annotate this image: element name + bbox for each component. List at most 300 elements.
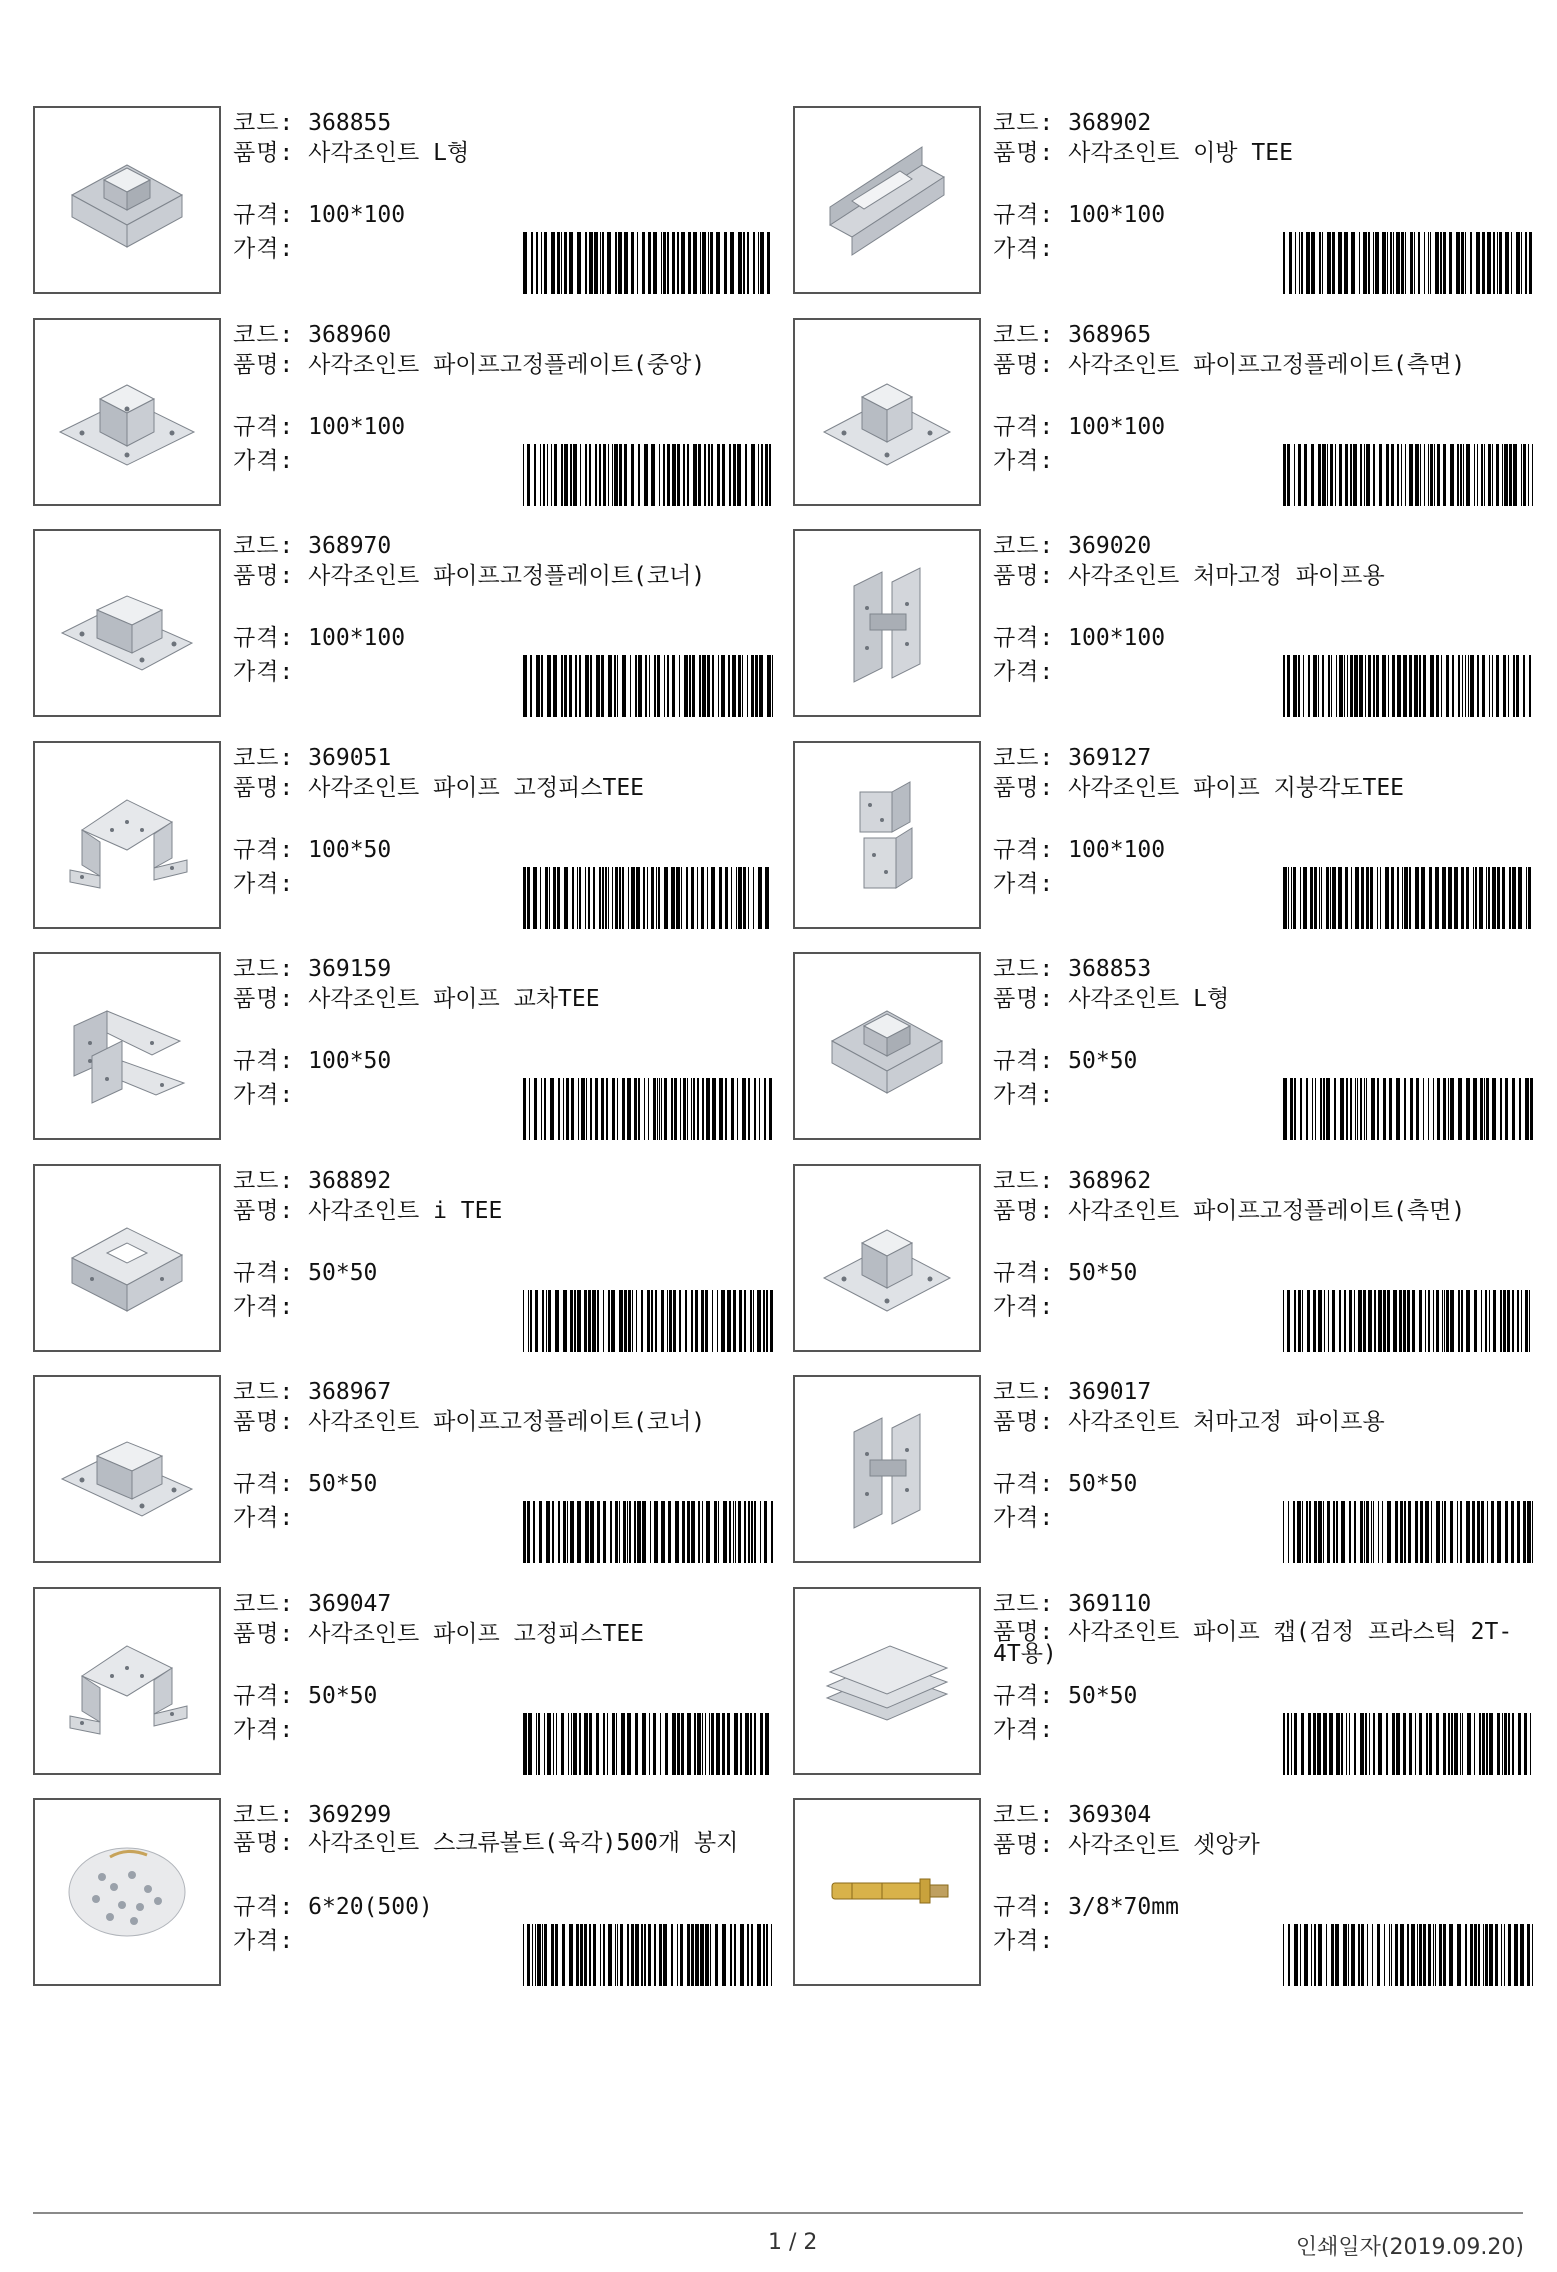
barcode-bar — [589, 444, 591, 506]
barcode-bar — [569, 1924, 573, 1986]
barcode-bar — [658, 867, 660, 929]
product-spec-value: 100*100 — [308, 202, 406, 228]
barcode-bar — [1519, 1078, 1521, 1140]
product-spec — [233, 414, 405, 440]
barcode-bar — [1397, 655, 1401, 717]
barcode-bar — [1430, 655, 1434, 717]
barcode-bar — [697, 1078, 699, 1140]
barcode-bar — [1403, 1713, 1406, 1775]
barcode-bar — [1310, 867, 1313, 929]
barcode-bar — [1322, 444, 1326, 506]
barcode-bar — [1463, 444, 1464, 506]
barcode-bar — [1283, 655, 1285, 717]
barcode-bar — [642, 232, 645, 294]
barcode-bar — [669, 1290, 672, 1352]
product-code-label: 코드: — [233, 1167, 295, 1194]
footer-divider — [33, 2212, 1523, 2214]
product-name-label: 품명: — [233, 563, 295, 589]
barcode-bar — [659, 1924, 662, 1986]
barcode-bar — [1393, 1290, 1397, 1352]
barcode-bar — [764, 1501, 767, 1563]
barcode-bar — [722, 1924, 726, 1986]
barcode-bar — [725, 867, 728, 929]
barcode-bar — [1443, 232, 1446, 294]
barcode-bar — [1363, 1290, 1366, 1352]
product-price — [993, 659, 1054, 685]
barcode-bar — [1301, 232, 1303, 294]
barcode-bar — [1332, 1290, 1335, 1352]
barcode-bar — [1391, 867, 1394, 929]
barcode-bar — [615, 1924, 616, 1986]
barcode-bar — [1444, 1290, 1445, 1352]
barcode-bar — [1349, 1290, 1352, 1352]
barcode-bar — [538, 1713, 540, 1775]
barcode-bar — [541, 232, 542, 294]
product-spec-value: 50*50 — [308, 1471, 378, 1497]
product-name — [233, 775, 644, 801]
barcode-bar — [707, 655, 710, 717]
product-name-label: 품명: — [993, 1832, 1055, 1858]
barcode-bar — [685, 1290, 687, 1352]
barcode-bar — [1283, 1924, 1284, 1986]
barcode-bar — [627, 1078, 631, 1140]
product-price-label: 가격: — [233, 1928, 295, 1954]
barcode-bar — [541, 655, 543, 717]
u-bracket-icon — [52, 1606, 202, 1756]
barcode-bar — [628, 867, 629, 929]
barcode-bar — [1513, 655, 1515, 717]
product-spec-value: 3/8*70mm — [1068, 1894, 1179, 1920]
barcode-bar — [712, 1290, 713, 1352]
barcode-bar — [722, 1713, 725, 1775]
barcode-bar — [1409, 867, 1411, 929]
barcode-bar — [1295, 232, 1296, 294]
product-name — [233, 563, 705, 589]
barcode-bar — [1502, 867, 1505, 929]
barcode-bar — [529, 1078, 530, 1140]
barcode-bar — [1327, 444, 1328, 506]
product-spec — [993, 1048, 1137, 1074]
barcode-bar — [1351, 232, 1355, 294]
barcode-bar — [1457, 1501, 1458, 1563]
barcode-bar — [536, 1713, 537, 1775]
barcode-bar — [1423, 655, 1426, 717]
product-code — [993, 533, 1151, 559]
barcode-bar — [1516, 232, 1520, 294]
barcode-bar — [659, 1078, 660, 1140]
product-thumbnail — [33, 318, 221, 506]
product-code-value: 369127 — [1068, 744, 1152, 771]
barcode-bar — [555, 1290, 559, 1352]
barcode-bar — [631, 232, 634, 294]
barcode-bar — [1509, 444, 1512, 506]
product-thumbnail — [793, 1798, 981, 1986]
product-spec-label: 규격: — [993, 625, 1055, 651]
barcode-bar — [1383, 1290, 1386, 1352]
barcode-bar — [1358, 1290, 1362, 1352]
barcode-bar — [588, 1290, 591, 1352]
barcode-bar — [1328, 655, 1330, 717]
product-code-value: 368960 — [308, 321, 392, 348]
barcode-bar — [1428, 1924, 1431, 1986]
barcode-bar — [602, 867, 604, 929]
barcode-bar — [528, 1290, 529, 1352]
product-code-label: 코드: — [993, 533, 1055, 559]
barcode-bar — [1458, 1290, 1460, 1352]
barcode-bar — [733, 1290, 736, 1352]
barcode-bar — [615, 867, 618, 929]
barcode-bar — [1478, 1924, 1480, 1986]
barcode-bar — [1530, 1713, 1531, 1775]
barcode-bar — [645, 655, 647, 717]
barcode-bar — [523, 1290, 524, 1352]
barcode-bar — [1487, 232, 1491, 294]
barcode-bar — [1336, 1501, 1338, 1563]
product-entry — [793, 106, 1538, 298]
barcode-bar — [543, 444, 545, 506]
barcode-bar — [661, 1501, 665, 1563]
barcode-bar — [550, 1078, 554, 1140]
barcode-bar — [1492, 1078, 1496, 1140]
barcode-bar — [1330, 444, 1333, 506]
barcode-bar — [712, 1078, 716, 1140]
print-date: 인쇄일자(2019.09.20) — [1295, 2235, 1524, 2260]
barcode-bar — [1351, 867, 1352, 929]
product-spec — [993, 1471, 1137, 1497]
page-number: 1 / 2 — [768, 2230, 818, 2255]
barcode-bar — [1349, 1501, 1351, 1563]
barcode-bar — [1306, 1501, 1308, 1563]
barcode-bar — [545, 867, 548, 929]
base-plate-side-icon — [812, 337, 962, 487]
barcode-bar — [1508, 1713, 1510, 1775]
product-code-label: 코드: — [233, 1590, 295, 1617]
product-entry — [793, 952, 1538, 1144]
barcode-bar — [1512, 1713, 1514, 1775]
barcode-bar — [1505, 232, 1509, 294]
barcode-bar — [1501, 1924, 1502, 1986]
barcode-bar — [1289, 232, 1292, 294]
barcode-bar — [1470, 232, 1472, 294]
barcode-bar — [636, 1290, 637, 1352]
barcode-bar — [1370, 867, 1373, 929]
barcode-bar — [1425, 1290, 1426, 1352]
barcode-bar — [689, 655, 691, 717]
barcode-bar — [614, 444, 618, 506]
product-code-value: 369051 — [308, 744, 392, 771]
barcode-bar — [1451, 1713, 1453, 1775]
product-spec-value: 50*50 — [1068, 1048, 1138, 1074]
barcode-bar — [601, 655, 604, 717]
barcode-bar — [638, 444, 640, 506]
barcode-bar — [622, 655, 626, 717]
barcode-bar — [1448, 1078, 1449, 1140]
barcode-369051 — [523, 867, 773, 929]
barcode-bar — [1297, 1501, 1301, 1563]
barcode-bar — [1365, 655, 1366, 717]
barcode-bar — [1407, 1924, 1409, 1986]
barcode-bar — [1460, 1501, 1462, 1563]
barcode-bar — [1481, 1290, 1482, 1352]
barcode-bar — [1311, 444, 1314, 506]
barcode-bar — [570, 1501, 574, 1563]
barcode-bar — [729, 1501, 731, 1563]
barcode-bar — [1291, 867, 1292, 929]
barcode-bar — [1290, 1078, 1293, 1140]
barcode-bar — [751, 655, 754, 717]
barcode-bar — [1387, 1501, 1391, 1563]
barcode-bar — [534, 444, 536, 506]
barcode-bar — [702, 655, 706, 717]
barcode-bar — [1351, 1924, 1355, 1986]
barcode-bar — [585, 655, 589, 717]
barcode-bar — [1298, 444, 1301, 506]
barcode-bar — [1344, 232, 1348, 294]
barcode-bar — [1467, 1713, 1471, 1775]
barcode-bar — [1514, 1924, 1518, 1986]
barcode-bar — [719, 867, 722, 929]
barcode-bar — [738, 867, 742, 929]
barcode-bar — [1294, 1290, 1296, 1352]
barcode-bar — [1300, 1078, 1302, 1140]
barcode-bar — [631, 867, 635, 929]
barcode-bar — [706, 1501, 710, 1563]
barcode-bar — [523, 444, 524, 506]
barcode-bar — [699, 655, 701, 717]
barcode-368855 — [523, 232, 773, 294]
product-name — [233, 1621, 644, 1647]
barcode-bar — [595, 1078, 598, 1140]
barcode-bar — [711, 1713, 714, 1775]
barcode-bar — [1428, 444, 1429, 506]
barcode-bar — [1526, 867, 1527, 929]
product-price-label: 가격: — [993, 659, 1055, 685]
barcode-bar — [744, 1290, 746, 1352]
product-price — [233, 659, 294, 685]
barcode-bar — [1392, 655, 1395, 717]
barcode-bar — [1344, 655, 1345, 717]
barcode-bar — [731, 867, 732, 929]
barcode-bar — [1433, 1078, 1434, 1140]
barcode-bar — [1435, 1924, 1436, 1986]
barcode-bar — [530, 1290, 532, 1352]
barcode-bar — [1402, 867, 1403, 929]
barcode-bar — [1450, 1078, 1454, 1140]
barcode-bar — [729, 444, 731, 506]
barcode-bar — [608, 1924, 612, 1986]
barcode-bar — [1309, 1501, 1311, 1563]
barcode-bar — [1443, 1713, 1446, 1775]
barcode-368970 — [523, 655, 773, 717]
barcode-bar — [677, 1924, 678, 1986]
product-price-label: 가격: — [233, 1505, 295, 1531]
barcode-bar — [641, 1924, 643, 1986]
barcode-bar — [561, 655, 563, 717]
barcode-bar — [734, 1713, 738, 1775]
barcode-bar — [667, 444, 670, 506]
product-code-label: 코드: — [233, 533, 295, 559]
barcode-369017 — [1283, 1501, 1533, 1563]
product-price — [233, 448, 294, 474]
barcode-bar — [730, 232, 734, 294]
product-code-value: 369299 — [308, 1802, 392, 1828]
barcode-bar — [759, 655, 763, 717]
barcode-bar — [1479, 867, 1483, 929]
barcode-bar — [544, 1078, 546, 1140]
barcode-bar — [701, 867, 704, 929]
barcode-bar — [589, 1713, 592, 1775]
barcode-bar — [1415, 444, 1419, 506]
barcode-bar — [1411, 1924, 1415, 1986]
barcode-369047 — [523, 1713, 773, 1775]
barcode-bar — [721, 655, 725, 717]
barcode-bar — [1283, 1713, 1285, 1775]
barcode-bar — [1491, 1501, 1494, 1563]
barcode-bar — [710, 1924, 711, 1986]
barcode-bar — [621, 1713, 625, 1775]
barcode-bar — [558, 1078, 560, 1140]
barcode-bar — [693, 232, 697, 294]
barcode-bar — [637, 1501, 641, 1563]
barcode-bar — [760, 1501, 761, 1563]
barcode-bar — [1500, 1078, 1502, 1140]
barcode-bar — [1392, 1713, 1395, 1775]
barcode-bar — [1524, 1713, 1527, 1775]
barcode-bar — [679, 655, 680, 717]
barcode-bar — [1348, 1924, 1349, 1986]
barcode-bar — [1311, 232, 1315, 294]
barcode-bar — [657, 655, 660, 717]
barcode-bar — [1377, 1078, 1379, 1140]
barcode-bar — [708, 444, 710, 506]
barcode-bar — [688, 232, 691, 294]
barcode-bar — [527, 1924, 530, 1986]
product-code — [233, 956, 391, 982]
product-code-value: 368853 — [1068, 956, 1152, 982]
product-name-value: 사각조인트 파이프고정플레이트(코너) — [308, 1409, 706, 1435]
product-entry — [793, 529, 1538, 721]
product-name-value: 사각조인트 셋앙카 — [1068, 1832, 1260, 1858]
product-code-label: 코드: — [993, 110, 1055, 136]
barcode-bar — [571, 1713, 572, 1775]
barcode-bar — [1405, 232, 1406, 294]
barcode-bar — [1408, 1501, 1411, 1563]
product-name-value: 사각조인트 파이프고정플레이트(코너) — [308, 563, 706, 589]
barcode-bar — [1404, 1078, 1406, 1140]
barcode-bar — [1312, 1078, 1313, 1140]
barcode-bar — [1400, 1924, 1404, 1986]
barcode-bar — [677, 444, 680, 506]
product-price-label: 가격: — [233, 236, 295, 262]
barcode-bar — [1318, 655, 1319, 717]
cross-tee-icon — [52, 971, 202, 1121]
barcode-bar — [1419, 1713, 1422, 1775]
barcode-368853 — [1283, 1078, 1533, 1140]
barcode-bar — [772, 655, 773, 717]
product-thumbnail — [793, 318, 981, 506]
barcode-bar — [651, 1290, 653, 1352]
barcode-bar — [551, 232, 555, 294]
product-price — [233, 1717, 294, 1743]
barcode-bar — [1387, 1290, 1390, 1352]
product-name-value: 사각조인트 L형 — [308, 140, 470, 166]
barcode-bar — [1521, 444, 1522, 506]
barcode-bar — [596, 655, 600, 717]
barcode-bar — [547, 655, 551, 717]
barcode-bar — [536, 232, 538, 294]
barcode-bar — [1497, 1713, 1500, 1775]
barcode-bar — [1283, 867, 1287, 929]
barcode-bar — [1326, 1078, 1330, 1140]
barcode-bar — [614, 655, 616, 717]
barcode-bar — [1308, 1713, 1311, 1775]
barcode-bar — [1339, 444, 1342, 506]
barcode-bar — [708, 232, 709, 294]
barcode-bar — [1332, 232, 1335, 294]
barcode-bar — [1475, 867, 1477, 929]
barcode-bar — [757, 1924, 761, 1986]
product-name-label: 품명: — [993, 563, 1055, 589]
barcode-bar — [1350, 444, 1352, 506]
barcode-bar — [673, 1290, 676, 1352]
barcode-bar — [1433, 1924, 1434, 1986]
product-thumbnail — [793, 529, 981, 717]
barcode-bar — [534, 1078, 537, 1140]
barcode-bar — [1496, 444, 1499, 506]
barcode-bar — [554, 444, 557, 506]
product-spec — [993, 625, 1165, 651]
product-code — [993, 322, 1151, 348]
barcode-bar — [1529, 1290, 1530, 1352]
barcode-bar — [547, 444, 548, 506]
barcode-bar — [1404, 1501, 1406, 1563]
barcode-bar — [546, 1290, 547, 1352]
barcode-bar — [1321, 867, 1322, 929]
barcode-bar — [1385, 867, 1389, 929]
barcode-bar — [1419, 655, 1421, 717]
barcode-bar — [1399, 1290, 1402, 1352]
barcode-bar — [1523, 655, 1525, 717]
barcode-bar — [1288, 1924, 1290, 1986]
product-thumbnail — [793, 741, 981, 929]
barcode-bar — [1300, 867, 1301, 929]
product-entry — [33, 318, 778, 510]
barcode-bar — [1374, 1290, 1376, 1352]
barcode-bar — [745, 444, 747, 506]
barcode-bar — [1474, 1713, 1475, 1775]
barcode-bar — [1465, 232, 1466, 294]
barcode-bar — [1293, 1501, 1295, 1563]
barcode-bar — [1302, 1501, 1303, 1563]
barcode-bar — [1377, 1924, 1380, 1986]
barcode-bar — [1446, 1290, 1449, 1352]
barcode-bar — [1355, 867, 1359, 929]
product-price-label: 가격: — [993, 1293, 1055, 1320]
barcode-bar — [1369, 1713, 1370, 1775]
barcode-bar — [1377, 867, 1378, 929]
barcode-bar — [1521, 232, 1522, 294]
barcode-bar — [754, 1501, 756, 1563]
barcode-bar — [1503, 655, 1506, 717]
barcode-bar — [1324, 1290, 1325, 1352]
product-spec — [233, 837, 391, 863]
barcode-bar — [1414, 232, 1415, 294]
barcode-bar — [657, 1078, 658, 1140]
product-spec-label: 규격: — [993, 836, 1055, 863]
barcode-bar — [1504, 1713, 1507, 1775]
barcode-bar — [1417, 1924, 1418, 1986]
product-code — [233, 745, 391, 771]
